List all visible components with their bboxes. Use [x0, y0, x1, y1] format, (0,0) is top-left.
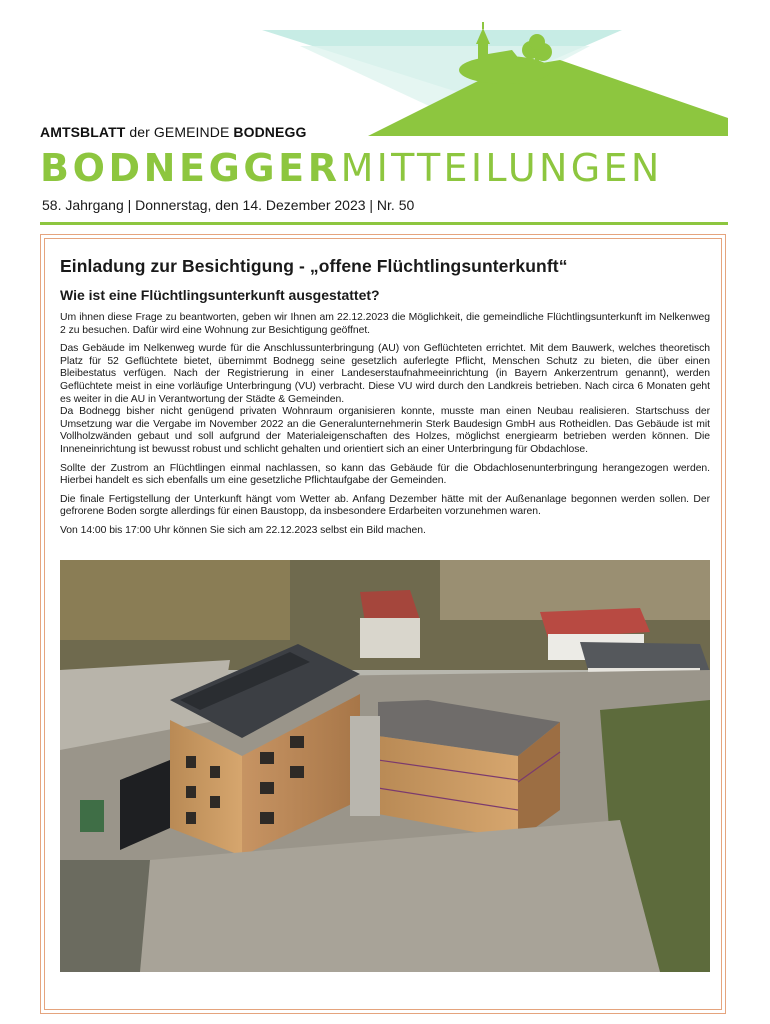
article-paragraph: Da Bodnegg bisher nicht genügend privaten Wohnraum organisieren konnte, musste man einen Neubau realisieren. Startschuss der Umsetzung war die Vergabe im November 2022 an die Generalunternehmerin Sterk Baudesign GmbH aus Rotheidlen. Das Gebäude ist mit Vollholzwänden gebaut und soll aufgrund der Materialeigenschaften des Holzes, möglichst energiearm betrieben werden können. Die Inneneinrichtung ist bewusst robust und schlicht gehalten und orientiert sich an einer Unterbringung für Obdachlose. — [60, 406, 710, 455]
article-paragraph: Das Gebäude im Nelkenweg wurde für die Anschlussunterbringung (AU) von Geflüchteten errichtet. Mit dem Bauwerk, welches theoretisch Platz für 52 Geflüchtete bietet, übernimmt Bodnegg seine gesetzlich auferlegte Pflicht, Menschen Schutz zu bieten, die über einen Bleibestatus verfügen. Nach der Registrierung in einer Landeserstaufnahmeeinrichtung (in Bayern Ankerzentrum genannt), werden Geflüchtete meist in eine vorläufige Unterbringung (VU) verbracht. Diese VU wird durch den Landkreis betrieben. Nach circa 6 Monaten geht es weiter in die AU in Verantwortung der Städte & Gemeinden. — [60, 343, 710, 405]
article-headline: Einladung zur Besichtigung - „offene Flüchtlingsunterkunft“ — [60, 256, 568, 276]
masthead-title-bold: BODNEGGER — [40, 146, 341, 190]
article-paragraph: Die finale Fertigstellung der Unterkunft hängt vom Wetter ab. Anfang Dezember hätte mit der Außenanlage begonnen werden sollen. Der gefrorene Boden sorgte allerdings für einen Baustopp, da insbesondere Erdarbeiten vorzunehmen waren. — [60, 493, 710, 518]
article-paragraph: Sollte der Zustrom an Flüchtlingen einmal nachlassen, so kann das Gebäude für die Obdachlosenunterbringung herangezogen werden. Hierbei handelt es sich ebenfalls um eine gesetzliche Pflichtaufgabe der Gemeinden. — [60, 462, 710, 487]
masthead-kicker — [40, 124, 306, 140]
issue-info: 58. Jahrgang | Donnerstag, den 14. Dezember 2023 | Nr. 50 — [42, 197, 415, 213]
article-paragraph: Um ihnen diese Frage zu beantworten, geben wir Ihnen am 22.12.2023 die Möglichkeit, die gemeindliche Flüchtlingsunterkunft im Nelkenweg 2 zu besuchen. Dafür wird eine Wohnung zur Besichtigung geöffnet. — [60, 312, 710, 336]
masthead-title-light: MITTEILUNGEN — [340, 146, 663, 190]
kicker-amtsblatt: AMTSBLATT — [40, 124, 126, 140]
masthead-divider — [40, 222, 728, 225]
masthead-logo-graphic — [0, 0, 770, 140]
kicker-der-gemeinde: der GEMEINDE — [125, 124, 234, 140]
article — [60, 256, 710, 544]
article-paragraph: Von 14:00 bis 17:00 Uhr können Sie sich am 22.12.2023 selbst ein Bild machen. — [60, 524, 426, 536]
photo-container — [80, 800, 104, 832]
aerial-photo — [60, 560, 710, 972]
masthead-title — [40, 146, 663, 188]
photo-house-gray — [580, 642, 710, 672]
article-subhead: Wie ist eine Flüchtlingsunterkunft ausgestattet? — [60, 287, 380, 303]
kicker-bodnegg: BODNEGG — [233, 124, 307, 140]
